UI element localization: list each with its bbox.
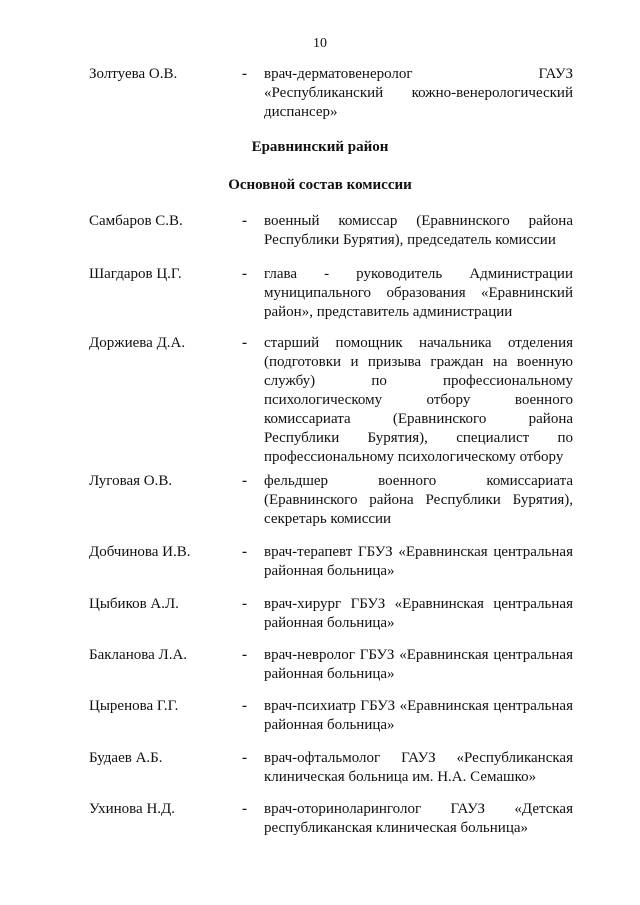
list-item [89,697,573,735]
member-name: Золтуева О.В. [89,66,178,82]
member-role: врач-оториноларинголог ГАУЗ «Детская республиканская клиническая больница» [264,801,573,836]
list-item [89,65,573,122]
member-name: Цыбиков А.Л. [89,596,179,612]
dash-separator: - [242,801,247,817]
member-role: врач-хирург ГБУЗ «Еравнинская центральная районная больница» [264,596,573,631]
list-item [89,334,573,467]
member-role: врач-дерматовенеролог ГАУЗ «Республиканский кожно-венерологический диспансер» [264,66,573,120]
member-name: Добчинова И.В. [89,544,191,560]
dash-separator: - [242,750,247,766]
list-item [89,265,573,322]
dash-separator: - [242,213,247,229]
list-item [89,646,573,684]
member-name: Будаев А.Б. [89,750,163,766]
dash-separator: - [242,544,247,560]
member-name: Цыренова Г.Г. [89,698,179,714]
member-role: врач-офтальмолог ГАУЗ «Республиканская клиническая больница им. Н.А. Семашко» [264,750,573,785]
list-item [89,595,573,633]
list-item [89,472,573,529]
list-item [89,543,573,581]
member-role: старший помощник начальника отделения (подготовки и призыва граждан на военную службу) по профессиональному психологическому отбору военного комиссариата (Еравнинского района Республики Бурятия), специалист по профессиональному психологическому отбору [264,335,573,465]
dash-separator: - [242,473,247,489]
member-name: Шагдаров Ц.Г. [89,266,182,282]
member-role: врач-психиатр ГБУЗ «Еравнинская центральная районная больница» [264,698,573,733]
dash-separator: - [242,647,247,663]
member-role: глава - руководитель Администрации муниципального образования «Еравнинский район», представитель администрации [264,266,573,320]
member-name: Ухинова Н.Д. [89,801,176,817]
member-role: военный комиссар (Еравнинского района Республики Бурятия), председатель комиссии [264,213,573,248]
member-name: Бакланова Л.А. [89,647,188,663]
member-role: фельдшер военного комиссариата (Еравнинского района Республики Бурятия), секретарь комиссии [264,473,573,527]
dash-separator: - [242,66,247,82]
district-title: Еравнинский район [251,139,389,155]
list-item [89,800,573,838]
member-role: врач-невролог ГБУЗ «Еравнинская центральная районная больница» [264,647,573,682]
member-name: Самбаров С.В. [89,213,183,229]
dash-separator: - [242,596,247,612]
list-item [89,212,573,250]
list-item [89,749,573,787]
member-name: Луговая О.В. [89,473,173,489]
section-title: Основной состав комиссии [228,177,412,193]
member-name: Доржиева Д.А. [89,335,186,351]
page-number: 10 [313,36,327,51]
member-role: врач-терапевт ГБУЗ «Еравнинская центральная районная больница» [264,544,573,579]
dash-separator: - [242,698,247,714]
dash-separator: - [242,266,247,282]
dash-separator: - [242,335,247,351]
